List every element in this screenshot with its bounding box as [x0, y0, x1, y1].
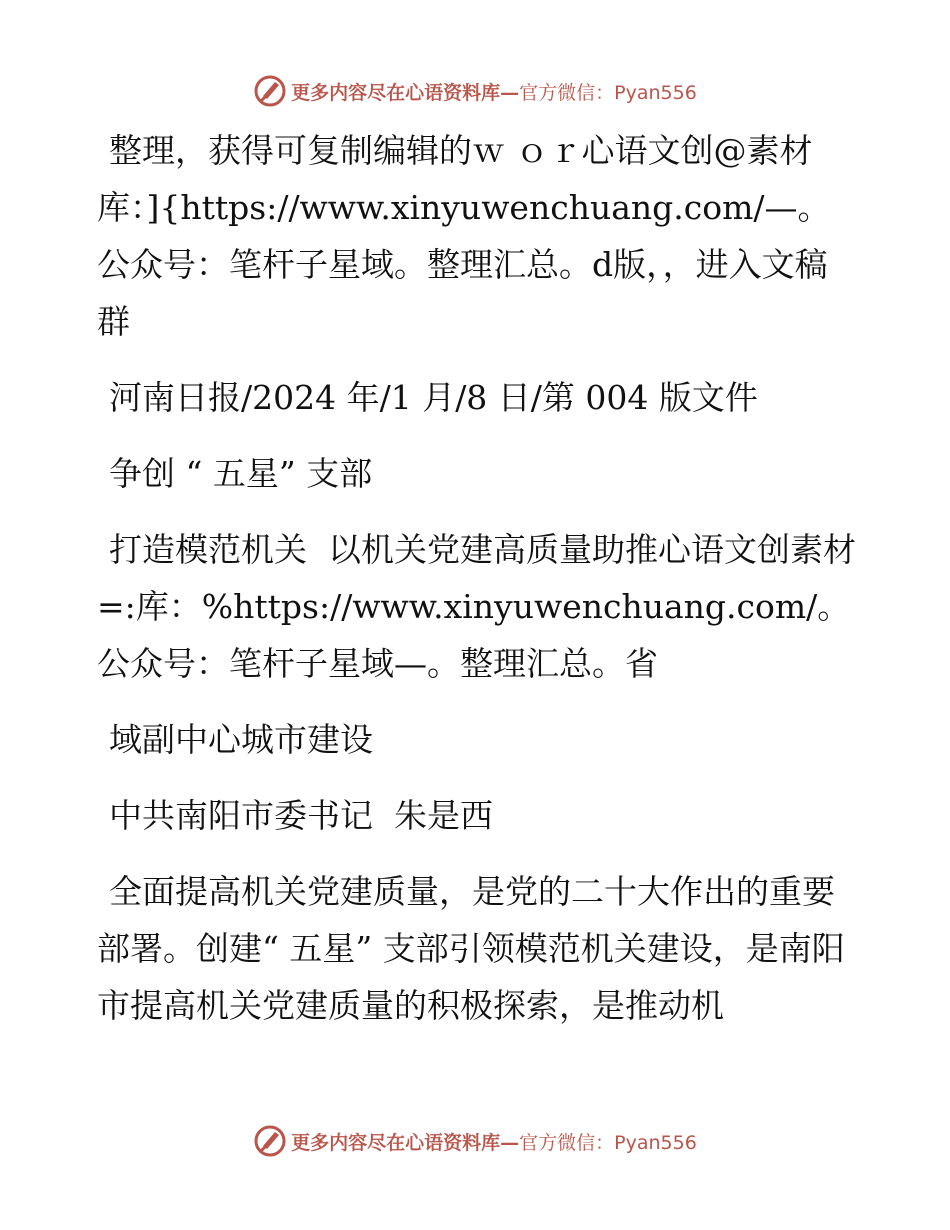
paragraph-source: 河南日报/2024 年/1 月/8 日/第 004 版文件 [109, 378, 758, 417]
pen-seal-icon [253, 74, 287, 108]
paragraph-body: 全面提高机关党建质量，是党的二十大作出的重要部署。创建“ 五星” 支部引领模范机关建设，是南阳市提高机关党建质量的积极探索，是推动机 [97, 872, 845, 1025]
footer-brand-text: 更多内容尽在心语资料库— [291, 1131, 520, 1154]
paragraph-intro: 整理，获得可复制编辑的ｗ ｏｒ心语文创@素材库：]{https://www.xinyuwenchuang.com/—。公众号：笔杆子星域。整理汇总。d版，，进入文稿群 [97, 131, 831, 341]
paragraph-headline-1: 争创 “ 五星” 支部 [109, 454, 373, 493]
document-body [97, 122, 857, 1053]
paragraph-headline-3: 域副中心城市建设 [109, 720, 373, 759]
header-brand-text: 更多内容尽在心语资料库— [291, 81, 520, 104]
footer-contact-text: 官方微信：Pyan556 [519, 1131, 697, 1154]
footer-banner [0, 1121, 950, 1161]
header-banner [0, 71, 950, 111]
pen-seal-icon [253, 1124, 287, 1158]
header-contact-text: 官方微信：Pyan556 [519, 81, 697, 104]
paragraph-headline-2: 打造模范机关 以机关党建高质量助推心语文创素材=:库：%https://www.xinyuwenchuang.com/。公众号：笔杆子星域—。整理汇总。省 [97, 530, 856, 683]
paragraph-author: 中共南阳市委书记 朱是西 [109, 796, 493, 835]
